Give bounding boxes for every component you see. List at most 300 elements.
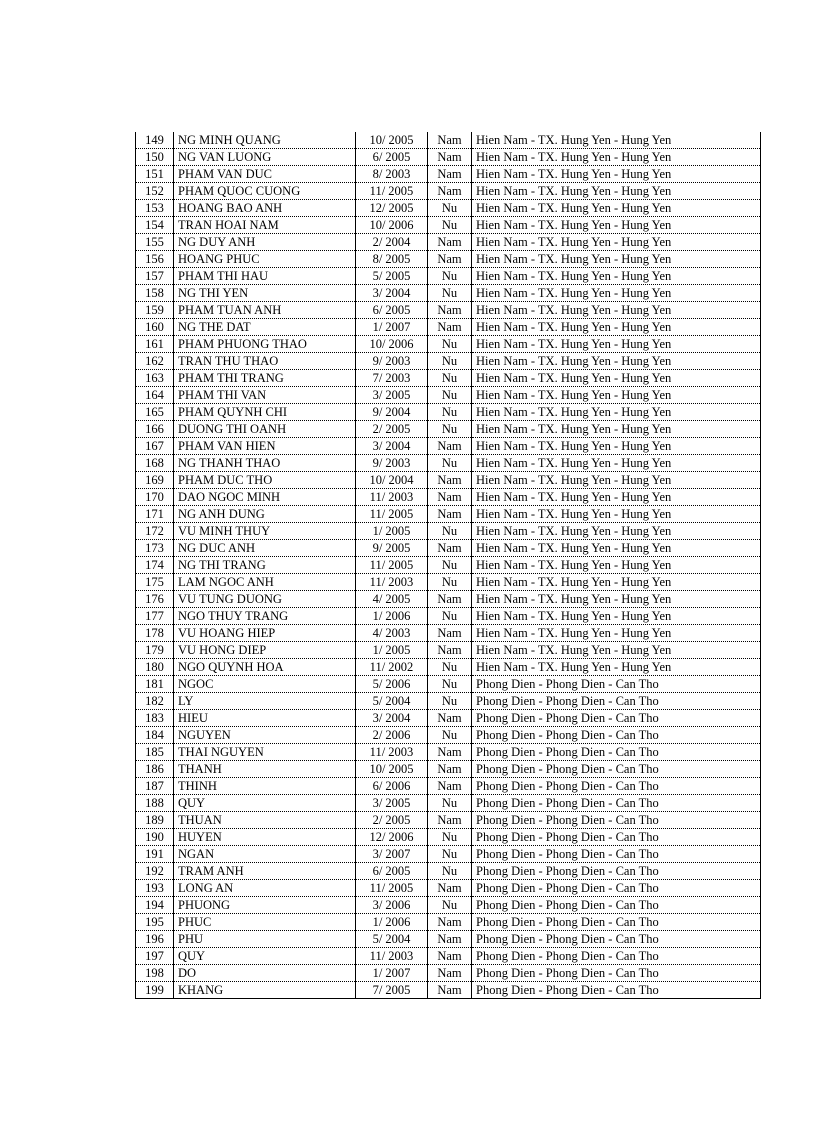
row-number-cell: 167 bbox=[136, 438, 174, 455]
hometown-cell: Hien Nam - TX. Hung Yen - Hung Yen bbox=[472, 302, 761, 319]
row-number-cell: 155 bbox=[136, 234, 174, 251]
hometown-cell: Hien Nam - TX. Hung Yen - Hung Yen bbox=[472, 438, 761, 455]
hometown-cell: Phong Dien - Phong Dien - Can Tho bbox=[472, 693, 761, 710]
birth-date-cell: 9/ 2005 bbox=[356, 540, 428, 557]
hometown-cell: Phong Dien - Phong Dien - Can Tho bbox=[472, 778, 761, 795]
hometown-cell: Hien Nam - TX. Hung Yen - Hung Yen bbox=[472, 506, 761, 523]
hometown-cell: Phong Dien - Phong Dien - Can Tho bbox=[472, 727, 761, 744]
gender-cell: Nam bbox=[428, 251, 472, 268]
name-cell: TRAN HOAI NAM bbox=[174, 217, 356, 234]
table-row bbox=[136, 948, 761, 965]
row-number-cell: 166 bbox=[136, 421, 174, 438]
table-row bbox=[136, 693, 761, 710]
name-cell: NG DUY ANH bbox=[174, 234, 356, 251]
hometown-cell: Phong Dien - Phong Dien - Can Tho bbox=[472, 897, 761, 914]
birth-date-cell: 12/ 2005 bbox=[356, 200, 428, 217]
table-row bbox=[136, 863, 761, 880]
birth-date-cell: 8/ 2005 bbox=[356, 251, 428, 268]
table-row bbox=[136, 506, 761, 523]
birth-date-cell: 10/ 2006 bbox=[356, 217, 428, 234]
gender-cell: Nam bbox=[428, 132, 472, 149]
gender-cell: Nam bbox=[428, 506, 472, 523]
table-row bbox=[136, 285, 761, 302]
table-row bbox=[136, 523, 761, 540]
table-row bbox=[136, 353, 761, 370]
hometown-cell: Phong Dien - Phong Dien - Can Tho bbox=[472, 710, 761, 727]
row-number-cell: 158 bbox=[136, 285, 174, 302]
gender-cell: Nu bbox=[428, 421, 472, 438]
table-row bbox=[136, 421, 761, 438]
name-cell: TRAM ANH bbox=[174, 863, 356, 880]
birth-date-cell: 11/ 2005 bbox=[356, 183, 428, 200]
gender-cell: Nam bbox=[428, 234, 472, 251]
name-cell: NG MINH QUANG bbox=[174, 132, 356, 149]
table-row bbox=[136, 149, 761, 166]
gender-cell: Nu bbox=[428, 404, 472, 421]
table-row bbox=[136, 302, 761, 319]
table-row bbox=[136, 438, 761, 455]
table-row bbox=[136, 812, 761, 829]
birth-date-cell: 10/ 2004 bbox=[356, 472, 428, 489]
birth-date-cell: 5/ 2004 bbox=[356, 931, 428, 948]
row-number-cell: 170 bbox=[136, 489, 174, 506]
table-row bbox=[136, 659, 761, 676]
name-cell: THAI NGUYEN bbox=[174, 744, 356, 761]
hometown-cell: Hien Nam - TX. Hung Yen - Hung Yen bbox=[472, 557, 761, 574]
birth-date-cell: 2/ 2005 bbox=[356, 812, 428, 829]
table-row bbox=[136, 676, 761, 693]
row-number-cell: 197 bbox=[136, 948, 174, 965]
hometown-cell: Hien Nam - TX. Hung Yen - Hung Yen bbox=[472, 404, 761, 421]
hometown-cell: Phong Dien - Phong Dien - Can Tho bbox=[472, 846, 761, 863]
row-number-cell: 183 bbox=[136, 710, 174, 727]
name-cell: NGUYEN bbox=[174, 727, 356, 744]
row-number-cell: 195 bbox=[136, 914, 174, 931]
table-row bbox=[136, 268, 761, 285]
row-number-cell: 189 bbox=[136, 812, 174, 829]
birth-date-cell: 9/ 2004 bbox=[356, 404, 428, 421]
table-row bbox=[136, 132, 761, 149]
row-number-cell: 193 bbox=[136, 880, 174, 897]
table-row bbox=[136, 251, 761, 268]
table-row bbox=[136, 914, 761, 931]
birth-date-cell: 7/ 2003 bbox=[356, 370, 428, 387]
birth-date-cell: 1/ 2005 bbox=[356, 523, 428, 540]
birth-date-cell: 10/ 2006 bbox=[356, 336, 428, 353]
birth-date-cell: 1/ 2005 bbox=[356, 642, 428, 659]
row-number-cell: 164 bbox=[136, 387, 174, 404]
name-cell: NGOC bbox=[174, 676, 356, 693]
hometown-cell: Hien Nam - TX. Hung Yen - Hung Yen bbox=[472, 421, 761, 438]
gender-cell: Nu bbox=[428, 387, 472, 404]
birth-date-cell: 3/ 2005 bbox=[356, 795, 428, 812]
birth-date-cell: 7/ 2005 bbox=[356, 982, 428, 999]
row-number-cell: 157 bbox=[136, 268, 174, 285]
birth-date-cell: 6/ 2006 bbox=[356, 778, 428, 795]
gender-cell: Nu bbox=[428, 353, 472, 370]
gender-cell: Nu bbox=[428, 676, 472, 693]
table-row bbox=[136, 829, 761, 846]
hometown-cell: Hien Nam - TX. Hung Yen - Hung Yen bbox=[472, 353, 761, 370]
table-row bbox=[136, 727, 761, 744]
hometown-cell: Hien Nam - TX. Hung Yen - Hung Yen bbox=[472, 489, 761, 506]
table-row bbox=[136, 472, 761, 489]
name-cell: PHAM VAN DUC bbox=[174, 166, 356, 183]
hometown-cell: Hien Nam - TX. Hung Yen - Hung Yen bbox=[472, 200, 761, 217]
gender-cell: Nu bbox=[428, 557, 472, 574]
gender-cell: Nu bbox=[428, 285, 472, 302]
birth-date-cell: 9/ 2003 bbox=[356, 455, 428, 472]
gender-cell: Nu bbox=[428, 795, 472, 812]
name-cell: PHAM QUYNH CHI bbox=[174, 404, 356, 421]
gender-cell: Nu bbox=[428, 370, 472, 387]
gender-cell: Nam bbox=[428, 591, 472, 608]
row-number-cell: 151 bbox=[136, 166, 174, 183]
row-number-cell: 149 bbox=[136, 132, 174, 149]
gender-cell: Nam bbox=[428, 880, 472, 897]
name-cell: VU HONG DIEP bbox=[174, 642, 356, 659]
name-cell: KHANG bbox=[174, 982, 356, 999]
row-number-cell: 192 bbox=[136, 863, 174, 880]
hometown-cell: Phong Dien - Phong Dien - Can Tho bbox=[472, 880, 761, 897]
row-number-cell: 153 bbox=[136, 200, 174, 217]
hometown-cell: Hien Nam - TX. Hung Yen - Hung Yen bbox=[472, 183, 761, 200]
hometown-cell: Phong Dien - Phong Dien - Can Tho bbox=[472, 863, 761, 880]
gender-cell: Nu bbox=[428, 336, 472, 353]
hometown-cell: Hien Nam - TX. Hung Yen - Hung Yen bbox=[472, 319, 761, 336]
row-number-cell: 191 bbox=[136, 846, 174, 863]
gender-cell: Nu bbox=[428, 523, 472, 540]
birth-date-cell: 11/ 2003 bbox=[356, 744, 428, 761]
birth-date-cell: 4/ 2003 bbox=[356, 625, 428, 642]
table-row bbox=[136, 387, 761, 404]
birth-date-cell: 2/ 2004 bbox=[356, 234, 428, 251]
gender-cell: Nu bbox=[428, 268, 472, 285]
table-row bbox=[136, 625, 761, 642]
birth-date-cell: 3/ 2004 bbox=[356, 438, 428, 455]
table-row bbox=[136, 217, 761, 234]
gender-cell: Nam bbox=[428, 965, 472, 982]
birth-date-cell: 5/ 2005 bbox=[356, 268, 428, 285]
table-row bbox=[136, 965, 761, 982]
birth-date-cell: 3/ 2006 bbox=[356, 897, 428, 914]
name-cell: PHUONG bbox=[174, 897, 356, 914]
gender-cell: Nam bbox=[428, 302, 472, 319]
hometown-cell: Hien Nam - TX. Hung Yen - Hung Yen bbox=[472, 268, 761, 285]
gender-cell: Nu bbox=[428, 897, 472, 914]
table-row bbox=[136, 540, 761, 557]
name-cell: NG DUC ANH bbox=[174, 540, 356, 557]
gender-cell: Nu bbox=[428, 829, 472, 846]
hometown-cell: Hien Nam - TX. Hung Yen - Hung Yen bbox=[472, 387, 761, 404]
hometown-cell: Hien Nam - TX. Hung Yen - Hung Yen bbox=[472, 251, 761, 268]
gender-cell: Nam bbox=[428, 761, 472, 778]
name-cell: NG THANH THAO bbox=[174, 455, 356, 472]
birth-date-cell: 2/ 2005 bbox=[356, 421, 428, 438]
table-row bbox=[136, 982, 761, 999]
row-number-cell: 177 bbox=[136, 608, 174, 625]
hometown-cell: Hien Nam - TX. Hung Yen - Hung Yen bbox=[472, 659, 761, 676]
birth-date-cell: 3/ 2007 bbox=[356, 846, 428, 863]
row-number-cell: 171 bbox=[136, 506, 174, 523]
gender-cell: Nam bbox=[428, 778, 472, 795]
row-number-cell: 186 bbox=[136, 761, 174, 778]
gender-cell: Nam bbox=[428, 642, 472, 659]
hometown-cell: Phong Dien - Phong Dien - Can Tho bbox=[472, 965, 761, 982]
hometown-cell: Phong Dien - Phong Dien - Can Tho bbox=[472, 795, 761, 812]
hometown-cell: Hien Nam - TX. Hung Yen - Hung Yen bbox=[472, 625, 761, 642]
table-row bbox=[136, 608, 761, 625]
hometown-cell: Hien Nam - TX. Hung Yen - Hung Yen bbox=[472, 472, 761, 489]
name-cell: NGO THUY TRANG bbox=[174, 608, 356, 625]
name-cell: PHAM VAN HIEN bbox=[174, 438, 356, 455]
birth-date-cell: 3/ 2005 bbox=[356, 387, 428, 404]
hometown-cell: Phong Dien - Phong Dien - Can Tho bbox=[472, 948, 761, 965]
birth-date-cell: 6/ 2005 bbox=[356, 863, 428, 880]
birth-date-cell: 2/ 2006 bbox=[356, 727, 428, 744]
table-row bbox=[136, 846, 761, 863]
birth-date-cell: 11/ 2003 bbox=[356, 489, 428, 506]
birth-date-cell: 11/ 2003 bbox=[356, 574, 428, 591]
birth-date-cell: 1/ 2006 bbox=[356, 608, 428, 625]
gender-cell: Nam bbox=[428, 319, 472, 336]
name-cell: THUAN bbox=[174, 812, 356, 829]
gender-cell: Nam bbox=[428, 489, 472, 506]
name-cell: PHAM TUAN ANH bbox=[174, 302, 356, 319]
birth-date-cell: 5/ 2006 bbox=[356, 676, 428, 693]
gender-cell: Nam bbox=[428, 744, 472, 761]
name-cell: NGO QUYNH HOA bbox=[174, 659, 356, 676]
birth-date-cell: 11/ 2005 bbox=[356, 506, 428, 523]
hometown-cell: Phong Dien - Phong Dien - Can Tho bbox=[472, 931, 761, 948]
table-row bbox=[136, 795, 761, 812]
row-number-cell: 181 bbox=[136, 676, 174, 693]
name-cell: NG THI YEN bbox=[174, 285, 356, 302]
gender-cell: Nu bbox=[428, 846, 472, 863]
name-cell: QUY bbox=[174, 948, 356, 965]
row-number-cell: 175 bbox=[136, 574, 174, 591]
name-cell: PHU bbox=[174, 931, 356, 948]
row-number-cell: 194 bbox=[136, 897, 174, 914]
table-row bbox=[136, 744, 761, 761]
row-number-cell: 165 bbox=[136, 404, 174, 421]
table-row bbox=[136, 370, 761, 387]
table-row bbox=[136, 336, 761, 353]
name-cell: THINH bbox=[174, 778, 356, 795]
name-cell: PHAM PHUONG THAO bbox=[174, 336, 356, 353]
hometown-cell: Phong Dien - Phong Dien - Can Tho bbox=[472, 914, 761, 931]
row-number-cell: 179 bbox=[136, 642, 174, 659]
birth-date-cell: 9/ 2003 bbox=[356, 353, 428, 370]
hometown-cell: Hien Nam - TX. Hung Yen - Hung Yen bbox=[472, 455, 761, 472]
row-number-cell: 160 bbox=[136, 319, 174, 336]
table-row bbox=[136, 489, 761, 506]
row-number-cell: 180 bbox=[136, 659, 174, 676]
name-cell: PHAM DUC THO bbox=[174, 472, 356, 489]
table-row bbox=[136, 404, 761, 421]
gender-cell: Nu bbox=[428, 863, 472, 880]
name-cell: PHAM THI VAN bbox=[174, 387, 356, 404]
gender-cell: Nam bbox=[428, 710, 472, 727]
birth-date-cell: 1/ 2007 bbox=[356, 965, 428, 982]
row-number-cell: 156 bbox=[136, 251, 174, 268]
hometown-cell: Hien Nam - TX. Hung Yen - Hung Yen bbox=[472, 132, 761, 149]
row-number-cell: 187 bbox=[136, 778, 174, 795]
table-row bbox=[136, 234, 761, 251]
name-cell: NGAN bbox=[174, 846, 356, 863]
table-row bbox=[136, 591, 761, 608]
row-number-cell: 178 bbox=[136, 625, 174, 642]
gender-cell: Nam bbox=[428, 948, 472, 965]
name-cell: NG THI TRANG bbox=[174, 557, 356, 574]
table-row bbox=[136, 931, 761, 948]
gender-cell: Nam bbox=[428, 914, 472, 931]
row-number-cell: 174 bbox=[136, 557, 174, 574]
name-cell: NG ANH DUNG bbox=[174, 506, 356, 523]
birth-date-cell: 1/ 2007 bbox=[356, 319, 428, 336]
name-cell: PHAM THI TRANG bbox=[174, 370, 356, 387]
row-number-cell: 150 bbox=[136, 149, 174, 166]
name-cell: VU MINH THUY bbox=[174, 523, 356, 540]
gender-cell: Nam bbox=[428, 540, 472, 557]
name-cell: NG THE DAT bbox=[174, 319, 356, 336]
hometown-cell: Hien Nam - TX. Hung Yen - Hung Yen bbox=[472, 591, 761, 608]
name-cell: HIEU bbox=[174, 710, 356, 727]
name-cell: HOANG BAO ANH bbox=[174, 200, 356, 217]
table-row bbox=[136, 710, 761, 727]
gender-cell: Nu bbox=[428, 200, 472, 217]
birth-date-cell: 1/ 2006 bbox=[356, 914, 428, 931]
gender-cell: Nu bbox=[428, 574, 472, 591]
row-number-cell: 161 bbox=[136, 336, 174, 353]
gender-cell: Nam bbox=[428, 166, 472, 183]
birth-date-cell: 10/ 2005 bbox=[356, 132, 428, 149]
hometown-cell: Hien Nam - TX. Hung Yen - Hung Yen bbox=[472, 608, 761, 625]
hometown-cell: Hien Nam - TX. Hung Yen - Hung Yen bbox=[472, 642, 761, 659]
gender-cell: Nam bbox=[428, 183, 472, 200]
birth-date-cell: 6/ 2005 bbox=[356, 149, 428, 166]
row-number-cell: 152 bbox=[136, 183, 174, 200]
birth-date-cell: 11/ 2003 bbox=[356, 948, 428, 965]
row-number-cell: 173 bbox=[136, 540, 174, 557]
hometown-cell: Hien Nam - TX. Hung Yen - Hung Yen bbox=[472, 217, 761, 234]
hometown-cell: Phong Dien - Phong Dien - Can Tho bbox=[472, 812, 761, 829]
gender-cell: Nam bbox=[428, 625, 472, 642]
birth-date-cell: 6/ 2005 bbox=[356, 302, 428, 319]
table-row bbox=[136, 319, 761, 336]
hometown-cell: Phong Dien - Phong Dien - Can Tho bbox=[472, 676, 761, 693]
name-cell: NG VAN LUONG bbox=[174, 149, 356, 166]
name-cell: HOANG PHUC bbox=[174, 251, 356, 268]
name-cell: LAM NGOC ANH bbox=[174, 574, 356, 591]
hometown-cell: Hien Nam - TX. Hung Yen - Hung Yen bbox=[472, 540, 761, 557]
row-number-cell: 176 bbox=[136, 591, 174, 608]
hometown-cell: Hien Nam - TX. Hung Yen - Hung Yen bbox=[472, 523, 761, 540]
gender-cell: Nam bbox=[428, 472, 472, 489]
gender-cell: Nu bbox=[428, 608, 472, 625]
row-number-cell: 182 bbox=[136, 693, 174, 710]
birth-date-cell: 4/ 2005 bbox=[356, 591, 428, 608]
hometown-cell: Hien Nam - TX. Hung Yen - Hung Yen bbox=[472, 149, 761, 166]
hometown-cell: Hien Nam - TX. Hung Yen - Hung Yen bbox=[472, 574, 761, 591]
row-number-cell: 172 bbox=[136, 523, 174, 540]
row-number-cell: 159 bbox=[136, 302, 174, 319]
gender-cell: Nam bbox=[428, 812, 472, 829]
gender-cell: Nu bbox=[428, 693, 472, 710]
birth-date-cell: 12/ 2006 bbox=[356, 829, 428, 846]
name-cell: LONG AN bbox=[174, 880, 356, 897]
table-row bbox=[136, 183, 761, 200]
table-row bbox=[136, 574, 761, 591]
table-row bbox=[136, 897, 761, 914]
table-row bbox=[136, 557, 761, 574]
table-row bbox=[136, 166, 761, 183]
row-number-cell: 199 bbox=[136, 982, 174, 999]
name-cell: PHAM QUOC CUONG bbox=[174, 183, 356, 200]
name-cell: DAO NGOC MINH bbox=[174, 489, 356, 506]
name-cell: PHAM THI HAU bbox=[174, 268, 356, 285]
hometown-cell: Hien Nam - TX. Hung Yen - Hung Yen bbox=[472, 285, 761, 302]
hometown-cell: Phong Dien - Phong Dien - Can Tho bbox=[472, 982, 761, 999]
hometown-cell: Phong Dien - Phong Dien - Can Tho bbox=[472, 744, 761, 761]
row-number-cell: 169 bbox=[136, 472, 174, 489]
hometown-cell: Hien Nam - TX. Hung Yen - Hung Yen bbox=[472, 166, 761, 183]
birth-date-cell: 11/ 2002 bbox=[356, 659, 428, 676]
birth-date-cell: 3/ 2004 bbox=[356, 710, 428, 727]
hometown-cell: Hien Nam - TX. Hung Yen - Hung Yen bbox=[472, 234, 761, 251]
row-number-cell: 188 bbox=[136, 795, 174, 812]
gender-cell: Nu bbox=[428, 659, 472, 676]
table-row bbox=[136, 642, 761, 659]
row-number-cell: 185 bbox=[136, 744, 174, 761]
table-row bbox=[136, 778, 761, 795]
name-cell: VU HOANG HIEP bbox=[174, 625, 356, 642]
hometown-cell: Phong Dien - Phong Dien - Can Tho bbox=[472, 829, 761, 846]
name-cell: DO bbox=[174, 965, 356, 982]
table-row bbox=[136, 880, 761, 897]
table-row bbox=[136, 761, 761, 778]
hometown-cell: Hien Nam - TX. Hung Yen - Hung Yen bbox=[472, 370, 761, 387]
records-table-body bbox=[136, 132, 761, 999]
gender-cell: Nu bbox=[428, 217, 472, 234]
gender-cell: Nu bbox=[428, 455, 472, 472]
name-cell: VU TUNG DUONG bbox=[174, 591, 356, 608]
gender-cell: Nam bbox=[428, 982, 472, 999]
row-number-cell: 162 bbox=[136, 353, 174, 370]
gender-cell: Nam bbox=[428, 438, 472, 455]
row-number-cell: 190 bbox=[136, 829, 174, 846]
gender-cell: Nu bbox=[428, 727, 472, 744]
hometown-cell: Hien Nam - TX. Hung Yen - Hung Yen bbox=[472, 336, 761, 353]
birth-date-cell: 11/ 2005 bbox=[356, 557, 428, 574]
row-number-cell: 168 bbox=[136, 455, 174, 472]
records-table bbox=[135, 132, 761, 999]
birth-date-cell: 5/ 2004 bbox=[356, 693, 428, 710]
name-cell: HUYEN bbox=[174, 829, 356, 846]
row-number-cell: 154 bbox=[136, 217, 174, 234]
name-cell: QUY bbox=[174, 795, 356, 812]
name-cell: TRAN THU THAO bbox=[174, 353, 356, 370]
birth-date-cell: 11/ 2005 bbox=[356, 880, 428, 897]
row-number-cell: 184 bbox=[136, 727, 174, 744]
row-number-cell: 198 bbox=[136, 965, 174, 982]
table-row bbox=[136, 455, 761, 472]
birth-date-cell: 3/ 2004 bbox=[356, 285, 428, 302]
birth-date-cell: 10/ 2005 bbox=[356, 761, 428, 778]
row-number-cell: 163 bbox=[136, 370, 174, 387]
gender-cell: Nam bbox=[428, 149, 472, 166]
name-cell: DUONG THI OANH bbox=[174, 421, 356, 438]
